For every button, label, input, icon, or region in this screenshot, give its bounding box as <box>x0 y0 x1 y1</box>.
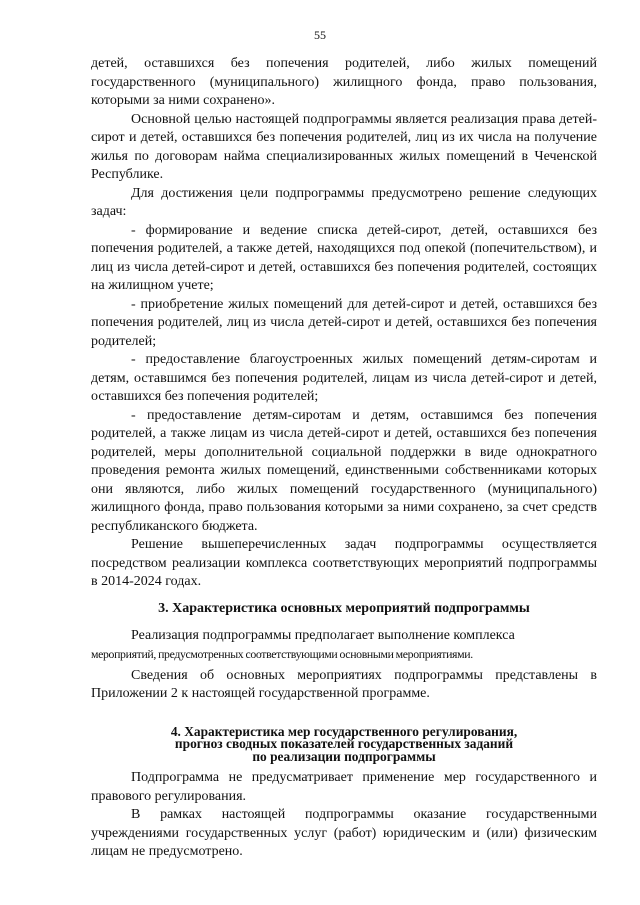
section-4-paragraph-1: Подпрограмма не предусматривает применение мер государственного и правового регулирования. <box>91 770 597 804</box>
section-4-heading-line-1: 4. Характеристика мер государственного регулирования, <box>170 723 518 739</box>
section-4-heading <box>91 723 597 764</box>
paragraph-continuation: детей, оставшихся без попечения родителей, либо жилых помещений государственного (муниципального) жилищного фонда, право пользования, которыми за ними сохранено». <box>91 56 597 108</box>
paragraph-tasks-intro: Для достижения цели подпрограммы предусмотрено решение следующих задач: <box>91 185 597 219</box>
section-3-heading: 3. Характеристика основных мероприятий подпрограммы <box>158 600 530 616</box>
list-item-task-4: - предоставление детям-сиротам и детям, оставшимся без попечения родителей, а также лицам из числа детей-сирот и детей, оставшихся без попечения родителей, меры дополнительной социальной поддержки в виде однократного проведения ремонта жилых помещений, единственными собственниками которых они являются, либо жилых помещений государственного (муниципального) жилищного фонда, право пользования которыми за ними сохранено, за счет средств республиканского бюджета. <box>91 407 597 534</box>
section-3-paragraph-1a: Реализация подпрограммы предполагает выполнение комплекса <box>131 627 515 643</box>
paragraph-main-goal: Основной целью настоящей подпрограммы является реализация права детей-сирот и детей, оставшихся без попечения родителей, лиц из их числа на получение жилья по договорам найма специализированных жилых помещений в Чеченской Республике. <box>91 111 597 182</box>
paragraph-tasks-solution: Решение вышеперечисленных задач подпрограммы осуществляется посредством реализации комплекса соответствующих мероприятий подпрограммы в 2014-2024 годах. <box>91 537 597 589</box>
section-4-heading-line-3: по реализации подпрограммы <box>252 748 436 764</box>
section-3-paragraph-1b: мероприятий, предусмотренных соответствующими основными мероприятиями. <box>91 647 473 661</box>
list-item-task-1: - формирование и ведение списка детей-сирот, детей, оставшихся без попечения родителей, а также детей, находящихся под опекой (попечительством), и лиц из числа детей-сирот и детей, оставшихся без попечения родителей, состоящих на жилищном учете; <box>91 222 597 293</box>
section-4-heading-line-2: прогноз сводных показателей государственных заданий <box>174 736 514 751</box>
page-number: 55 <box>314 28 326 42</box>
section-3-paragraph-2: Сведения об основных мероприятиях подпрограммы представлены в Приложении 2 к настоящей государственной программе. <box>91 667 597 701</box>
section-4-paragraph-2: В рамках настоящей подпрограммы оказание государственными учреждениями государственных услуг (работ) юридическим и (или) физическим лицам не предусмотрено. <box>91 807 597 859</box>
page-content <box>91 55 597 862</box>
list-item-task-2: - приобретение жилых помещений для детей-сирот и детей, оставшихся без попечения родителей, лиц из числа детей-сирот и детей, оставшихся без попечения родителей; <box>91 296 597 349</box>
list-item-task-3: - предоставление благоустроенных жилых помещений детям-сиротам и детям, оставшимся без попечения родителей, лицам из числа детей-сирот и детей, оставшихся без попечения родителей; <box>91 352 597 404</box>
